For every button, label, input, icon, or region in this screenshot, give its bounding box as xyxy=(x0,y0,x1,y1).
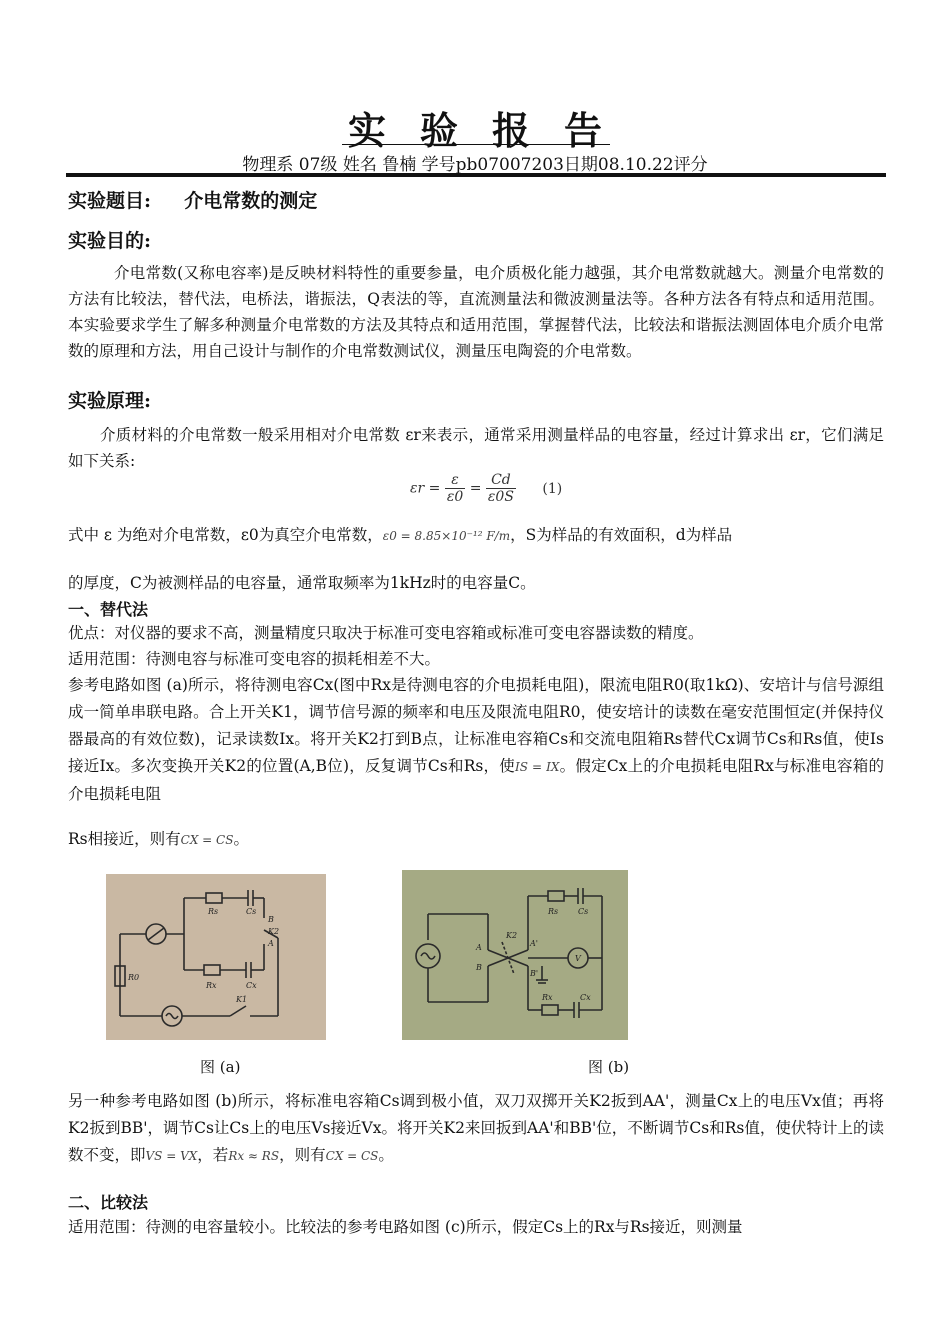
substitution-paragraph xyxy=(68,672,884,808)
student-info-line: 物理系 07级 姓名 鲁楠 学号pb07007203日期08.10.22评分 xyxy=(242,155,708,175)
comparison-heading: 二、比较法 xyxy=(68,1193,149,1212)
circuit-figure-a xyxy=(106,874,326,1040)
purpose-heading: 实验目的: xyxy=(68,230,152,252)
substitution-advantage: 优点：对仪器的要求不高，测量精度只取决于标准可变电容箱或标准可变电容器读数的精度。 xyxy=(68,624,704,642)
eq-vs-vx: VS = VX xyxy=(145,1149,198,1163)
substitution-conclusion xyxy=(68,826,884,853)
frac1-den: ε0 xyxy=(446,489,464,505)
formula-frac1 xyxy=(445,472,465,505)
fig-a-label-k1: K1 xyxy=(236,995,248,1004)
def-part1: 式中 ε 为绝对介电常数，ε0为真空介电常数， xyxy=(68,526,383,544)
figure-a-caption: 图 (a) xyxy=(200,1058,241,1076)
fig-b-label-k: K2 xyxy=(506,931,518,940)
fig-a-label-k2: K2 xyxy=(268,927,280,936)
alt-mid: ，若 xyxy=(197,1146,229,1164)
def-part2: ，S为样品的有效面积，d为样品 xyxy=(510,526,733,544)
substitution-p2: Rs相接近，则有 xyxy=(68,830,181,848)
topic-label: 实验题目: xyxy=(68,190,152,212)
formula-frac2 xyxy=(486,472,516,505)
topic-value: 介电常数的测定 xyxy=(184,190,318,212)
substitution-p1-end: 。假定Cx上的介电损耗电阻Rx与标准电容箱的介电损耗电阻 xyxy=(68,757,884,803)
substitution-scope: 适用范围：待测电容与标准可变电容的损耗相差不大。 xyxy=(68,650,441,668)
substitution-p1: 参考电路如图 (a)所示，将待测电容Cx(图中Rx是待测电容的介电损耗电阻)，限流电阻R0(取1kΩ)、安培计与信号源组成一简单串联电路。合上开关K1，调节信号源的频率和电压及限流电阻R0，使安培计的读数在毫安范围恒定(并保持仪器最高的有效位数)，记录读数Ix。将开关K2打到B点，让标准电容箱Cs和交流电阻箱Rs替代Cx调节Cs和Rs值，使Is接近Ix。多次变换开关K2的位置(A,B位)，反复调节Cs和Rs，使 xyxy=(68,676,884,775)
frac2-num: Cd xyxy=(486,472,516,489)
definition-line-2: 的厚度，C为被测样品的电容量，通常取频率为1kHz时的电容量C。 xyxy=(68,574,536,592)
purpose-text: 介电常数(又称电容率)是反映材料特性的重要参量，电介质极化能力越强，其介电常数就越大。测量介电常数的方法有比较法，替代法，电桥法，谐振法，Q表法的等，直流测量法和微波测量法等。各种方法各有特点和适用范围。本实验要求学生了解多种测量介电常数的方法及其特点和适用范围，掌握替代法，比较法和谐振法测固体电介质介电常数的原理和方法，用自己设计与制作的介电常数测试仪，测量压电陶瓷的介电常数。 xyxy=(68,264,884,360)
circuit-figure-b xyxy=(402,870,628,1040)
fig-a-label-r0: R0 xyxy=(128,973,140,982)
alt-mid2: ，则有 xyxy=(279,1146,326,1164)
alt-end: 。 xyxy=(378,1146,394,1164)
figure-b-caption: 图 (b) xyxy=(588,1058,630,1076)
formula-eq: = xyxy=(469,480,482,497)
fig-b-label-rs: Rs xyxy=(548,907,559,916)
title-underline xyxy=(342,144,610,145)
substitution-heading: 一、替代法 xyxy=(68,600,149,619)
alt-method-paragraph xyxy=(68,1088,884,1170)
topic-line xyxy=(68,186,317,213)
fig-a-label-a: A xyxy=(268,939,274,948)
header-rule xyxy=(66,173,886,177)
fig-b-label-a2: A' xyxy=(530,939,538,948)
alt-method-text: 另一种参考电路如图 (b)所示，将标准电容箱Cs调到极小值，双刀双掷开关K2扳到AA'，测量Cx上的电压Vx值；再将K2扳到BB'，调节Cs让Cs上的电压Vs接近Vx。将开关K2来回扳到AA'和BB'位，不断调节Cs和Rs值，使伏特计上的读数不变，即 xyxy=(68,1092,884,1164)
eq-cx-cs: CX = CS xyxy=(180,833,234,847)
comparison-text: 适用范围：待测的电容量较小。比较法的参考电路如图 (c)所示，假定Cs上的Rx与Rs接近，则测量 xyxy=(68,1218,743,1236)
principle-intro: 介质材料的介电常数一般采用相对介电常数 εr来表示，通常采用测量样品的电容量，经过计算求出 εr，它们满足如下关系: xyxy=(68,426,884,470)
eq-is-ix: IS = IX xyxy=(515,760,560,774)
formula-1 xyxy=(410,472,650,505)
definition-line-1 xyxy=(68,522,888,549)
fig-a-label-rx: Rx xyxy=(206,981,217,990)
fig-a-label-cx: Cx xyxy=(246,981,257,990)
fig-b-label-cs: Cs xyxy=(578,907,589,916)
fig-b-label-v: V xyxy=(575,954,581,963)
fig-b-label-b: B xyxy=(476,963,482,972)
eq-cx-cs-2: CX = CS xyxy=(325,1149,379,1163)
substitution-p2-end: 。 xyxy=(233,830,249,848)
fig-b-label-b2: B' xyxy=(530,969,539,978)
fig-a-label-b: B xyxy=(268,915,274,924)
frac2-den: ε0S xyxy=(487,489,514,505)
fig-b-label-a: A xyxy=(476,943,482,952)
principle-heading: 实验原理: xyxy=(68,390,152,412)
fig-a-label-cs: Cs xyxy=(246,907,257,916)
eq-rx-rs: Rx ≈ RS xyxy=(228,1149,280,1163)
fig-b-label-cx: Cx xyxy=(580,993,591,1002)
fig-a-label-rs: Rs xyxy=(208,907,219,916)
eps0-value: ε0 = 8.85×10⁻¹² F/m xyxy=(382,529,511,543)
fig-b-label-rx: Rx xyxy=(542,993,553,1002)
formula-number: (1) xyxy=(542,480,563,497)
report-title: 实验报告 xyxy=(347,108,636,153)
frac1-num: ε xyxy=(445,472,465,489)
formula-lhs: εr = xyxy=(410,480,441,497)
